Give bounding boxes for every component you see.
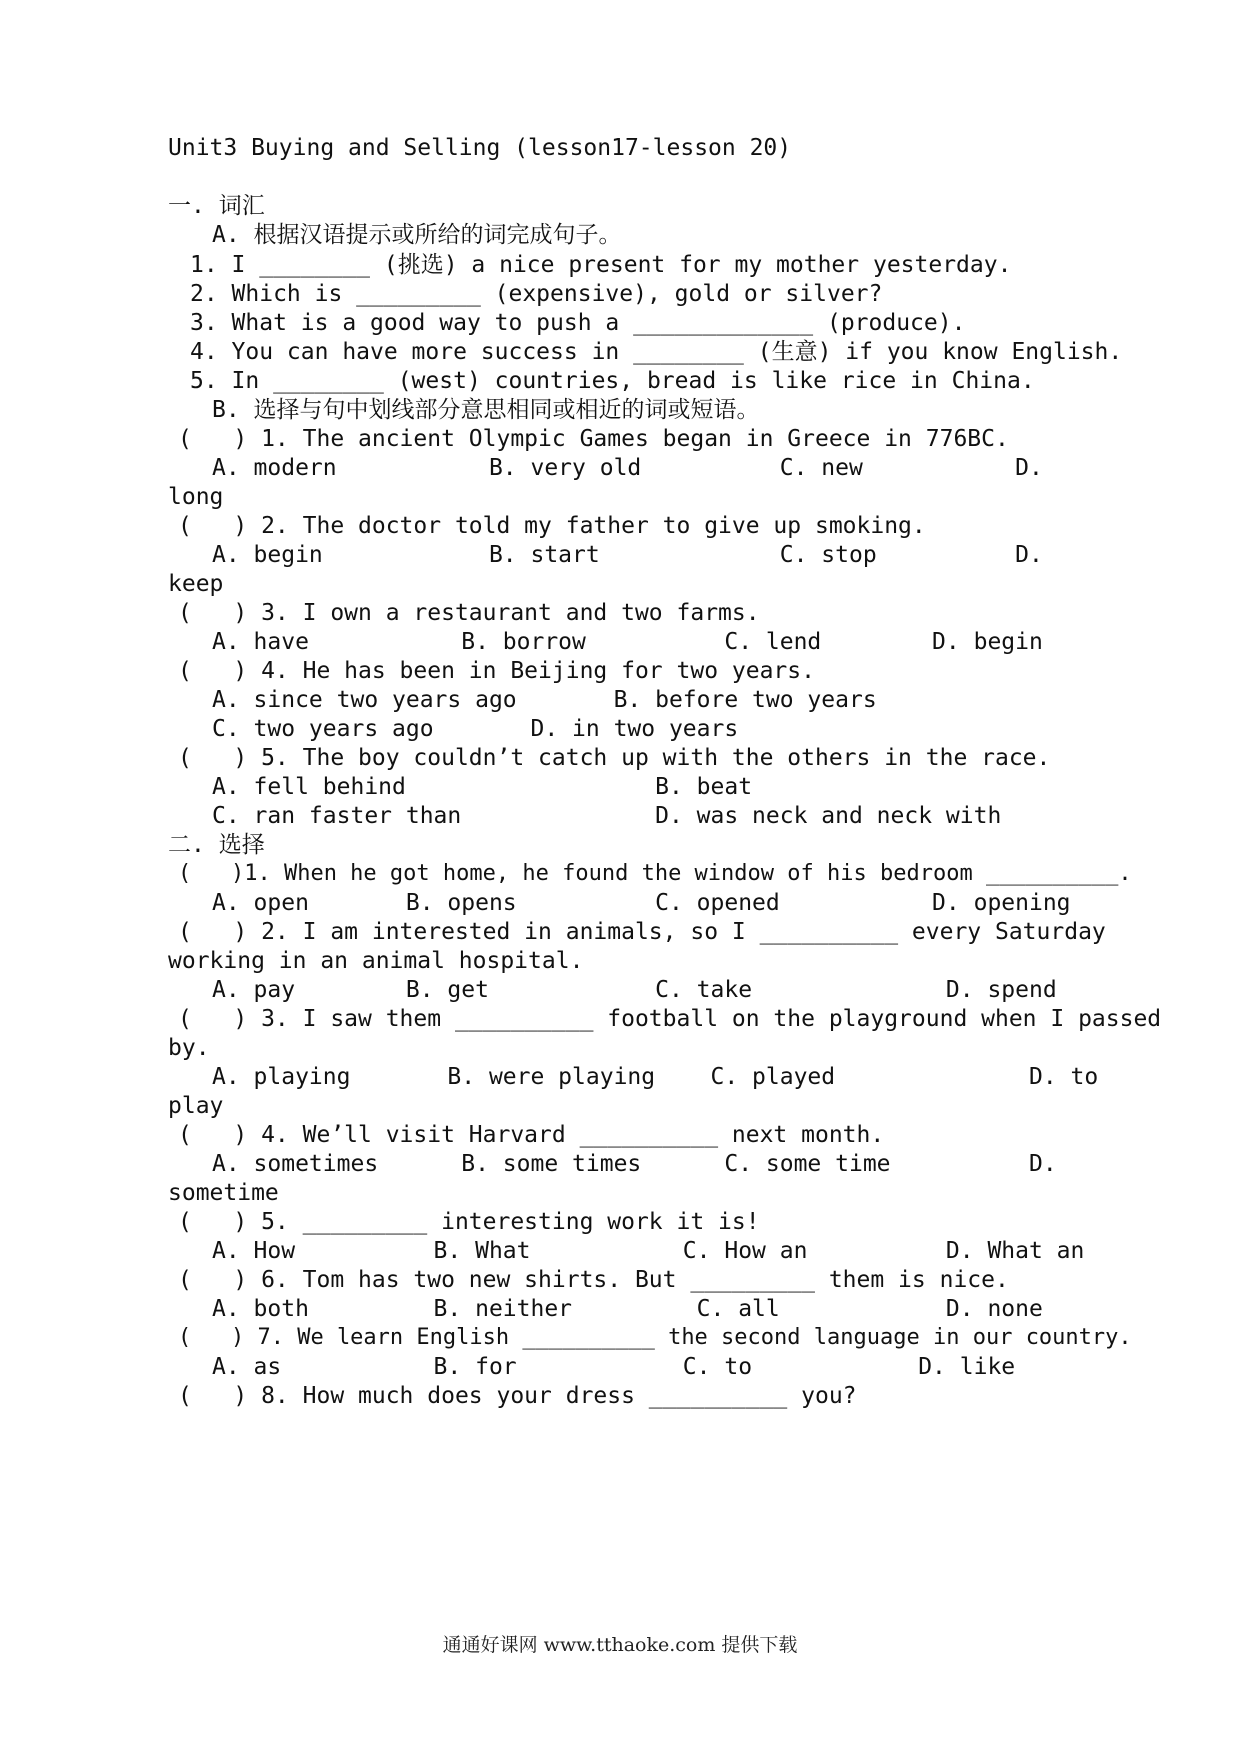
options-line: A. have B. borrow C. lend D. begin — [212, 629, 1043, 655]
question-continuation: by. — [168, 1035, 210, 1061]
question-line: ( ) 2. I am interested in animals, so I __________ every Saturday — [178, 919, 1106, 945]
options-line: C. two years ago D. in two years — [212, 716, 739, 742]
part-a-item: 3. What is a good way to push a _____________ (produce). — [190, 310, 966, 336]
question-line: ( ) 3. I saw them __________ football on the playground when I passed — [178, 1006, 1162, 1032]
question-line: ( ) 8. How much does your dress __________ you? — [178, 1383, 857, 1409]
part-a-item: 1. I ________ (挑选) a nice present for my mother yesterday. — [190, 252, 1012, 278]
question-line: ( ) 6. Tom has two new shirts. But _________ them is nice. — [178, 1267, 1009, 1293]
options-continuation: long — [168, 484, 224, 510]
question-line: ( ) 4. He has been in Beijing for two years. — [178, 658, 815, 684]
options-line: A. sometimes B. some times C. some time D. — [212, 1151, 1057, 1177]
question-line: ( ) 3. I own a restaurant and two farms. — [178, 600, 760, 626]
question-line: ( ) 5. The boy couldn’t catch up with the others in the race. — [178, 745, 1051, 771]
options-line: A. playing B. were playing C. played D. to — [212, 1064, 1099, 1090]
options-line: A. open B. opens C. opened D. opening — [212, 890, 1071, 916]
footer-text: 通通好课网 www.tthaoke.com 提供下载 — [442, 1634, 798, 1656]
options-continuation: keep — [168, 571, 224, 597]
options-line: A. both B. neither C. all D. none — [212, 1296, 1043, 1322]
options-line: C. ran faster than D. was neck and neck with — [212, 803, 1002, 829]
section-2-heading: 二. 选择 — [168, 832, 265, 858]
question-line: ( ) 5. _________ interesting work it is! — [178, 1209, 760, 1235]
part-a-item: 5. In ________ (west) countries, bread is like rice in China. — [190, 368, 1035, 394]
part-a-item: 2. Which is _________ (expensive), gold or silver? — [190, 281, 883, 307]
options-line: A. fell behind B. beat — [212, 774, 753, 800]
question-continuation: working in an animal hospital. — [168, 948, 584, 974]
section-1-heading: 一. 词汇 — [168, 193, 265, 219]
options-continuation: sometime — [168, 1180, 279, 1206]
question-line: ( )1. When he got home, he found the window of his bedroom __________. — [178, 861, 1132, 886]
options-continuation: play — [168, 1093, 224, 1119]
options-line: A. since two years ago B. before two years — [212, 687, 877, 713]
document-title: Unit3 Buying and Selling (lesson17-lesson 20) — [168, 135, 792, 161]
options-line: A. begin B. start C. stop D. — [212, 542, 1043, 568]
options-line: A. as B. for C. to D. like — [212, 1354, 1016, 1380]
options-line: A. pay B. get C. take D. spend — [212, 977, 1057, 1003]
question-line: ( ) 1. The ancient Olympic Games began in Greece in 776BC. — [178, 426, 1009, 452]
question-line: ( ) 2. The doctor told my father to give up smoking. — [178, 513, 926, 539]
options-line: A. modern B. very old C. new D. — [212, 455, 1043, 481]
question-line: ( ) 4. We’ll visit Harvard __________ next month. — [178, 1122, 885, 1148]
part-a-instruction: A. 根据汉语提示或所给的词完成句子。 — [212, 222, 622, 248]
options-line: A. How B. What C. How an D. What an — [212, 1238, 1085, 1264]
part-b-instruction: B. 选择与句中划线部分意思相同或相近的词或短语。 — [212, 397, 760, 423]
part-a-item: 4. You can have more success in ________ (生意) if you know English. — [190, 339, 1123, 365]
question-line: ( ) 7. We learn English __________ the second language in our country. — [178, 1325, 1132, 1350]
